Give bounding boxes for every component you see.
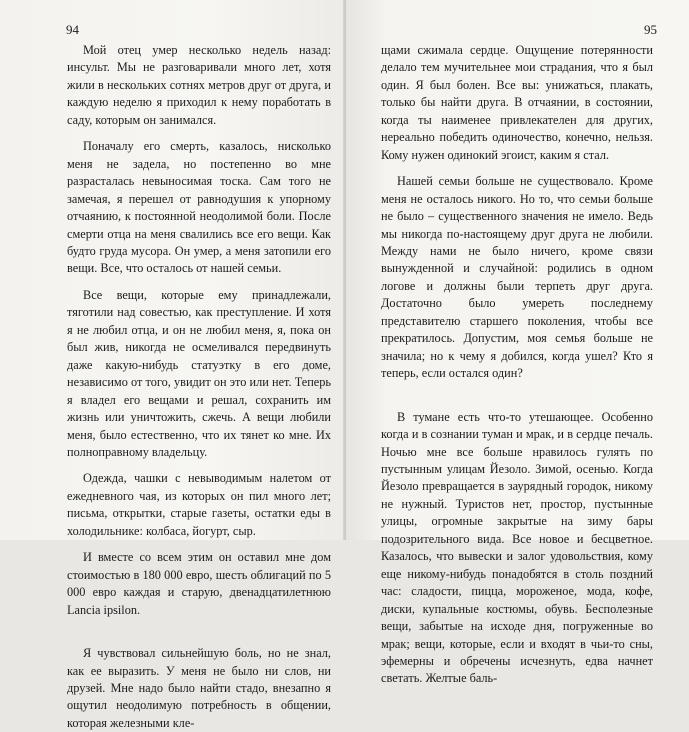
page-number: 94	[66, 22, 79, 37]
left-page	[0, 0, 345, 730]
text-column	[381, 42, 653, 688]
text-column	[67, 42, 331, 732]
paragraph: Все вещи, которые ему принадлежали, тяготили над совестью, как преступление. И хотя я не любил отца, и он не любил меня, я, пока он был жив, никогда не осмеливался передвинуть даже какую-нибудь статуэтку в его доме, независимо от того, увидит он это или нет. Теперь я владел его вещами и решал, сохранить им жизнь или уничтожить, сжечь. А вещи любили меня, было естественно, что их тянет ко мне. Их полноправному владельцу.	[67, 287, 331, 459]
right-page	[346, 0, 689, 686]
paragraph: Мой отец умер несколько недель назад: инсульт. Мы не разговаривали много лет, хотя жили в нескольких сотнях метров друг от друга, и каждую неделю я приходил к нему поработать в саду, которым он занимался.	[67, 43, 331, 127]
page-number: 95	[644, 22, 657, 37]
paragraph: Поначалу его смерть, казалось, нисколько меня не задела, но постепенно во мне разрасталась невыносимая тоска. Сам того не замечая, я перешел от равнодушия к упорному отчаянию, к постоянной неодолимой боли. После смерти отца на меня свалились все его вещи. Как будто груда мусора. Он умер, а меня затопили его вещи. Все, что осталось от нашей семьи.	[67, 139, 331, 276]
paragraph: Одежда, чашки с невыводимым налетом от ежедневного чая, из которых он пил много лет; письма, открытки, старые газеты, остатки еды в холодильнике: колбаса, йогурт, сыр.	[67, 471, 331, 538]
paragraph: В тумане есть что-то утешающее. Особенно когда и в сознании туман и мрак, и в сердце печаль. Ночью мне все больше нравилось гулять по пустынным улицам Йезоло. Зимой, осенью. Когда Йезоло превращается в заурядный городок, никому не нужный. Туристов нет, простор, пустынные улицы, огромные закрытые на зиму бары подозрительного вида. Все новое и бесцветное. Казалось, что вывески и залог удовольствия, кому еще никому-нибудь понадобятся в столь поздний час: сладости, пицца, мороженое, мода, кофе, диски, купальные костюмы, обувь. Бесполезные вещи, забытые на исходе дня, погруженные во мрак; вещи, которые, если и входят в чьи-то сны, эфемерны и обречены исчезнуть, едва начнет светать. Желтые баль-	[381, 409, 653, 686]
paragraph: Нашей семьи больше не существовало. Кроме меня не осталось никого. Но то, что семьи больше не было – существенного значения не имело. Ведь мы никогда по-настоящему друг друга не любили. Между нами не было ничего, кроме связи вынужденной и случайной: родились в одном логове и должны были терпеть друг друга. Достаточно было умереть последнему представителю старшего поколения, чтобы все прекратилось. Допустим, моя семья больше не значила; но к чему я добился, когда ушел? Кто я теперь, если остался один?	[381, 174, 653, 381]
paragraph: И вместе со всем этим он оставил мне дом стоимостью в 180 000 евро, шесть облигаций по 5 000 евро каждая и старую, двенадцатилетнюю Lancia ipsilon.	[67, 550, 331, 617]
paragraph: щами сжимала сердце. Ощущение потерянности делало тем мучительнее мои страдания, что я был один. Я был болен. Все вы: унижаться, плакать, только бы найти друга. В отчаянии, в состоянии, когда ты наименее привлекателен для других, нереально победить одиночество, конечно, нельзя. Кому нужен одинокий эгоист, каким я стал.	[381, 43, 653, 162]
paragraph: Я чувствовал сильнейшую боль, но не знал, как ее выразить. У меня не было ни слов, ни друзей. Мне надо было найти стадо, внезапно я ощутил неодолимую потребность в общении, которая железными кле-	[67, 646, 331, 730]
